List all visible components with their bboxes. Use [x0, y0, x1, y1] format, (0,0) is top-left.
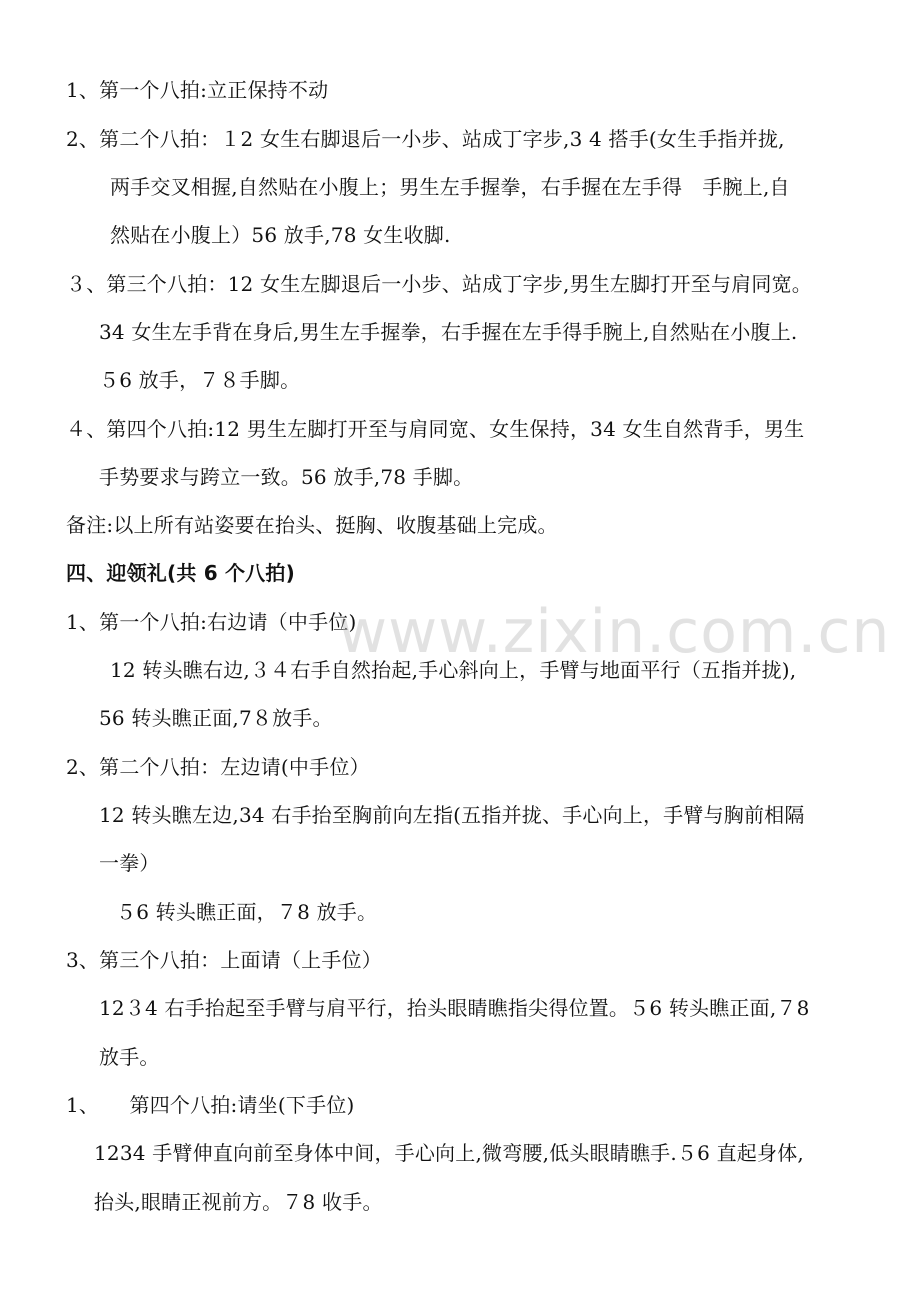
- line-7: ５6 放手，７８手脚。: [99, 368, 301, 392]
- line-2: 2、第二个八拍：１2 女生右脚退后一小步、站成丁字步,3 4 搭手(女生手指并拢,: [66, 127, 785, 151]
- line-24: 抬头,眼睛正视前方。７8 收手。: [94, 1190, 383, 1214]
- line-23: 1234 手臂伸直向前至身体中间，手心向上,微弯腰,低头眼睛瞧手.５6 直起身体,: [94, 1141, 804, 1165]
- line-16: 12 转头瞧左边,34 右手抬至胸前向左指(五指并拢、手心向上，手臂与胸前相隔: [99, 803, 805, 827]
- line-1: 1、第一个八拍:立正保持不动: [66, 78, 329, 102]
- line-9: 手势要求与跨立一致。56 放手,78 手脚。: [99, 465, 474, 489]
- line-22: 1、 第四个八拍:请坐(下手位): [66, 1093, 355, 1117]
- line-12: 1、第一个八拍:右边请（中手位): [66, 610, 357, 634]
- line-19: 3、第三个八拍：上面请（上手位）: [66, 948, 382, 972]
- section-heading: 四、迎领礼(共 6 个八拍): [66, 561, 295, 585]
- line-10: 备注:以上所有站姿要在抬头、挺胸、收腹基础上完成。: [66, 513, 558, 537]
- line-4: 然贴在小腹上）56 放手,78 女生收脚.: [110, 223, 451, 247]
- line-14: 56 转头瞧正面,7８放手。: [99, 706, 333, 730]
- line-20: 12３4 右手抬起至手臂与肩平行，抬头眼睛瞧指尖得位置。５6 转头瞧正面,７8: [99, 996, 810, 1020]
- line-18: ５6 转头瞧正面，７8 放手。: [116, 900, 378, 924]
- watermark: www.zixin.com.cn: [338, 597, 891, 667]
- line-3: 两手交叉相握,自然贴在小腹上；男生左手握拳，右手握在左手得 手腕上,自: [110, 175, 790, 199]
- line-8: ４、第四个八拍:12 男生左脚打开至与肩同宽、女生保持，34 女生自然背手，男生: [66, 417, 805, 441]
- line-15: 2、第二个八拍：左边请(中手位）: [66, 755, 370, 779]
- line-21: 放手。: [99, 1045, 160, 1069]
- line-17: 一拳）: [99, 851, 160, 875]
- line-6: 34 女生左手背在身后,男生左手握拳，右手握在左手得手腕上,自然贴在小腹上.: [99, 320, 798, 344]
- line-5: ３、第三个八拍：12 女生左脚退后一小步、站成丁字步,男生左脚打开至与肩同宽。: [66, 272, 812, 296]
- line-13: 12 转头瞧右边,３４右手自然抬起,手心斜向上，手臂与地面平行（五指并拢),: [110, 658, 797, 682]
